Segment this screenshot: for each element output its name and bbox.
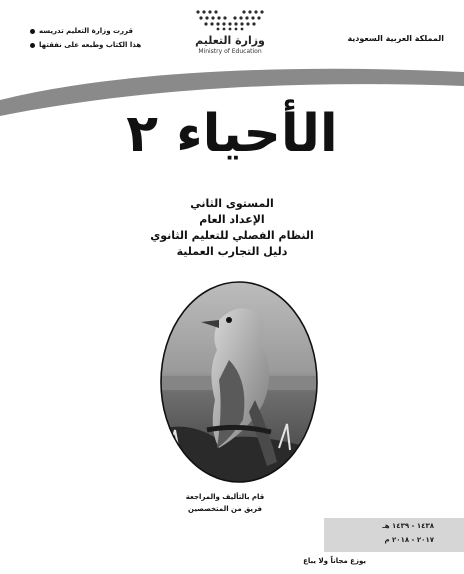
credits-block <box>180 491 270 515</box>
subtitle-track: الإعداد العام <box>199 213 265 226</box>
kingdom-label: المملكة العربية السعودية <box>347 34 444 43</box>
ministry-logo <box>185 8 275 68</box>
edition-box <box>324 518 464 552</box>
approval-text-1: قررت وزارة التعليم تدريسه <box>39 27 133 35</box>
distribution-note: يوزع مجاناً ولا يباع <box>303 557 366 565</box>
approval-statement <box>30 27 160 55</box>
credits-team: فريق من المتخصصين <box>188 505 262 513</box>
ministry-emblem-icon <box>192 8 268 32</box>
ministry-name-arabic: وزارة التعليم <box>195 34 265 47</box>
subtitle-guide: دليل التجارب العملية <box>176 245 288 258</box>
subtitle-system: النظام الفصلي للتعليم الثانوي <box>150 229 314 242</box>
book-title: الأحياء ٢ <box>126 104 338 164</box>
ministry-name-english: Ministry of Education <box>198 48 262 55</box>
approval-line <box>30 27 160 35</box>
approval-line <box>30 41 160 49</box>
credits-authoring: قام بالتأليف والمراجعة <box>185 493 265 501</box>
bullet-icon <box>30 29 35 34</box>
approval-text-2: هذا الكتاب وطبعه على نفقتها <box>39 41 142 49</box>
edition-hijri: ١٤٣٨ - ١٤٣٩ هـ <box>382 522 434 530</box>
subtitle-block <box>0 196 464 260</box>
edition-gregorian: ٢٠١٧ - ٢٠١٨ م <box>384 536 434 544</box>
bullet-icon <box>30 43 35 48</box>
subtitle-level: المستوى الثاني <box>190 197 274 210</box>
bird-photo <box>159 280 319 484</box>
